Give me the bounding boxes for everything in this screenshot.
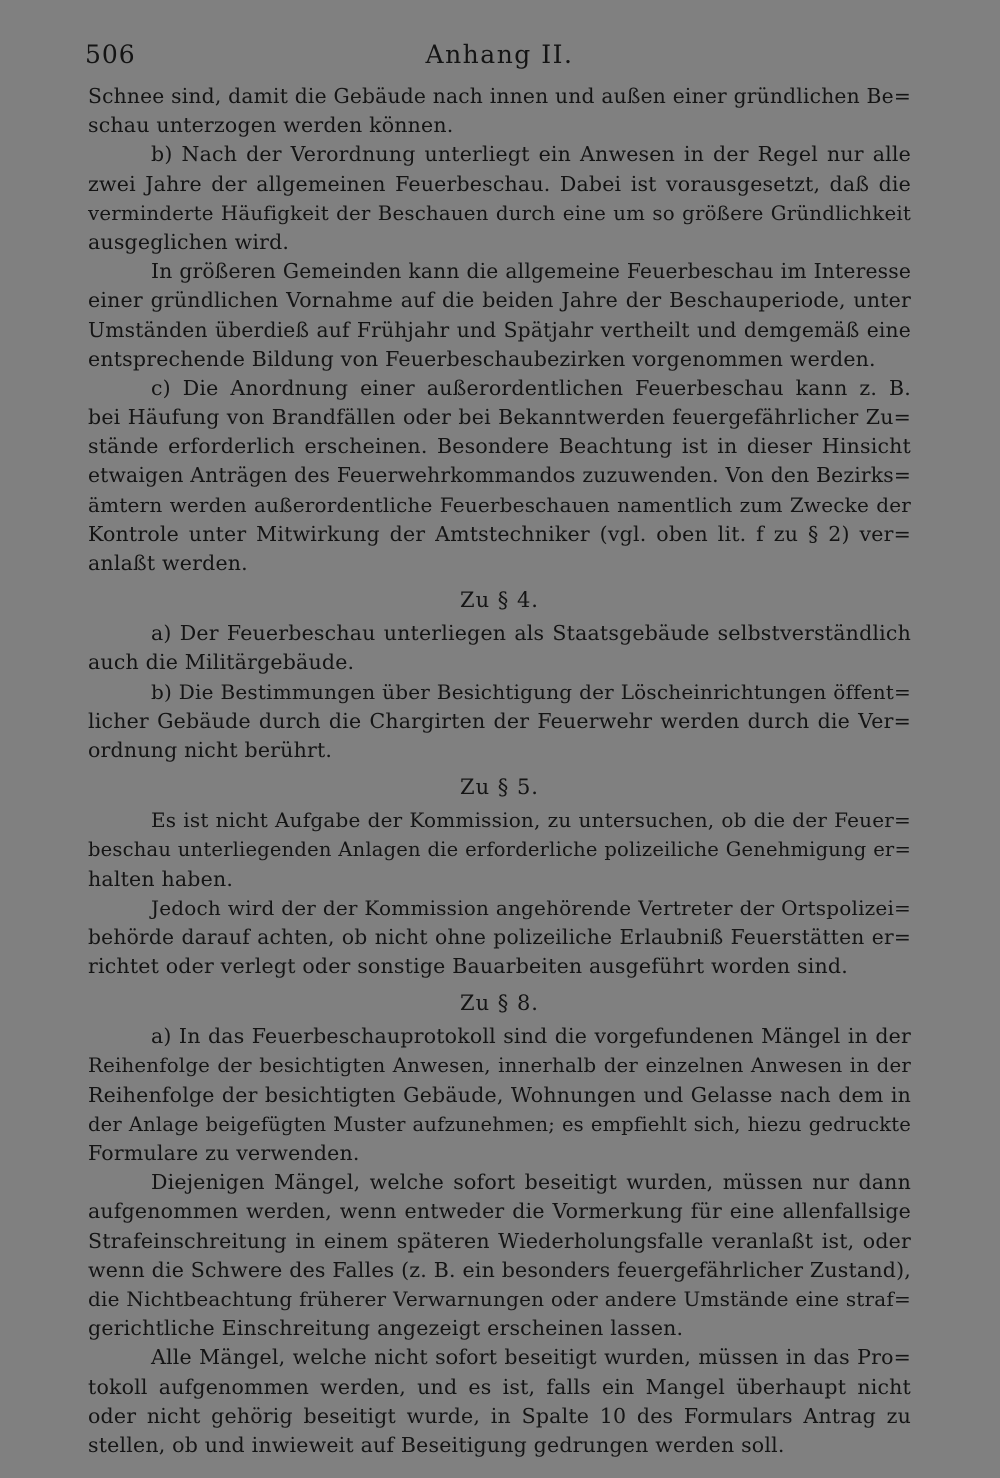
text-line: wenn die Schwere des Falles (z. B. ein besonders feuergefährlicher Zustand), bbox=[88, 1257, 911, 1282]
text-line: aufgenommen werden, wenn entweder die Vormerkung für eine allenfallsige bbox=[88, 1199, 911, 1224]
text-line: a) Der Feuerbeschau unterliegen als Staatsgebäude selbstverständlich bbox=[151, 621, 911, 646]
text-line: richtet oder verlegt oder sonstige Bauarbeiten ausgeführt worden sind. bbox=[88, 954, 848, 979]
running-head: Anhang II. bbox=[425, 40, 574, 69]
text-line: Kontrole unter Mitwirkung der Amtstechniker (vgl. oben lit. f zu § 2) ver= bbox=[88, 521, 911, 546]
text-line: Alle Mängel, welche nicht sofort beseitigt wurden, müssen in das Pro= bbox=[151, 1345, 911, 1370]
text-line: Umständen überdieß auf Frühjahr und Spätjahr vertheilt und demgemäß eine bbox=[88, 317, 911, 342]
text-line: halten haben. bbox=[88, 866, 234, 891]
text-line: behörde darauf achten, ob nicht ohne polizeiliche Erlaubniß Feuerstätten er= bbox=[88, 924, 911, 949]
section-heading: Zu § 5. bbox=[459, 775, 539, 800]
text-line: Diejenigen Mängel, welche sofort beseitigt wurden, müssen nur dann bbox=[151, 1170, 911, 1195]
text-line: In größeren Gemeinden kann die allgemeine Feuerbeschau im Interesse bbox=[151, 259, 911, 284]
text-line: etwaigen Anträgen des Feuerwehrkommandos zuzuwenden. Von den Bezirks= bbox=[88, 463, 911, 488]
text-line: c) Die Anordnung einer außerordentlichen Feuerbeschau kann z. B. bbox=[151, 375, 911, 400]
text-line: Strafeinschreitung in einem späteren Wiederholungsfalle veranlaßt ist, oder bbox=[88, 1228, 911, 1253]
text-line: oder nicht gehörig beseitigt wurde, in Spalte 10 des Formulars Antrag zu bbox=[88, 1403, 911, 1428]
text-line: die Nichtbeachtung früherer Verwarnungen oder andere Umstände eine straf= bbox=[88, 1286, 911, 1311]
text-line: a) In das Feuerbeschauprotokoll sind die vorgefundenen Mängel in der bbox=[151, 1024, 911, 1049]
text-line: gerichtliche Einschreitung angezeigt erscheinen lassen. bbox=[88, 1316, 684, 1341]
text-line: entsprechende Bildung von Feuerbeschaubezirken vorgenommen werden. bbox=[88, 346, 876, 371]
text-line: verminderte Häufigkeit der Beschauen durch eine um so größere Gründlichkeit bbox=[88, 201, 911, 225]
text-line: der Anlage beigefügten Muster aufzunehmen; es empfiehlt sich, hiezu gedruckte bbox=[88, 1112, 911, 1136]
text-line: schau unterzogen werden können. bbox=[88, 113, 454, 138]
text-line: auch die Militärgebäude. bbox=[88, 650, 355, 675]
section-heading: Zu § 4. bbox=[459, 588, 539, 613]
text-line: ordnung nicht berührt. bbox=[88, 737, 333, 762]
text-line: b) Die Bestimmungen über Besichtigung der Löscheinrichtungen öffent= bbox=[151, 679, 911, 704]
text-line: tokoll aufgenommen werden, und es ist, falls ein Mangel überhaupt nicht bbox=[88, 1374, 911, 1399]
text-line: ämtern werden außerordentliche Feuerbeschauen namentlich zum Zwecke der bbox=[88, 492, 911, 517]
text-line: stände erforderlich erscheinen. Besondere Beachtung ist in dieser Hinsicht bbox=[88, 434, 911, 459]
text-line: zwei Jahre der allgemeinen Feuerbeschau. Dabei ist vorausgesetzt, daß die bbox=[88, 171, 911, 196]
body-text bbox=[88, 82, 911, 1460]
text-line: Formulare zu verwenden. bbox=[88, 1141, 360, 1165]
page-number: 506 bbox=[85, 40, 136, 69]
text-line: Es ist nicht Aufgabe der Kommission, zu untersuchen, ob die der Feuer= bbox=[151, 808, 911, 833]
text-line: beschau unterliegenden Anlagen die erforderliche polizeiliche Genehmigung er= bbox=[88, 838, 911, 862]
text-line: einer gründlichen Vornahme auf die beiden Jahre der Beschauperiode, unter bbox=[88, 288, 911, 313]
text-line: ausgeglichen wird. bbox=[88, 229, 290, 254]
text-line: b) Nach der Verordnung unterliegt ein Anwesen in der Regel nur alle bbox=[151, 142, 911, 167]
text-line: Reihenfolge der besichtigten Anwesen, innerhalb der einzelnen Anwesen in der bbox=[88, 1054, 911, 1078]
book-page bbox=[85, 38, 911, 1457]
text-line: stellen, ob und inwieweit auf Beseitigung gedrungen werden soll. bbox=[88, 1432, 785, 1457]
text-line: Jedoch wird der der Kommission angehörende Vertreter der Ortspolizei= bbox=[151, 895, 911, 920]
section-heading: Zu § 8. bbox=[459, 991, 539, 1016]
text-line: Schnee sind, damit die Gebäude nach innen und außen einer gründlichen Be= bbox=[88, 84, 911, 108]
text-line: licher Gebäude durch die Chargirten der Feuerwehr werden durch die Ver= bbox=[88, 708, 911, 733]
text-line: anlaßt werden. bbox=[88, 551, 248, 575]
text-line: Reihenfolge der besichtigten Gebäude, Wohnungen und Gelasse nach dem in bbox=[88, 1082, 911, 1107]
page-header bbox=[85, 38, 911, 82]
text-line: bei Häufung von Brandfällen oder bei Bekanntwerden feuergefährlicher Zu= bbox=[88, 405, 911, 430]
